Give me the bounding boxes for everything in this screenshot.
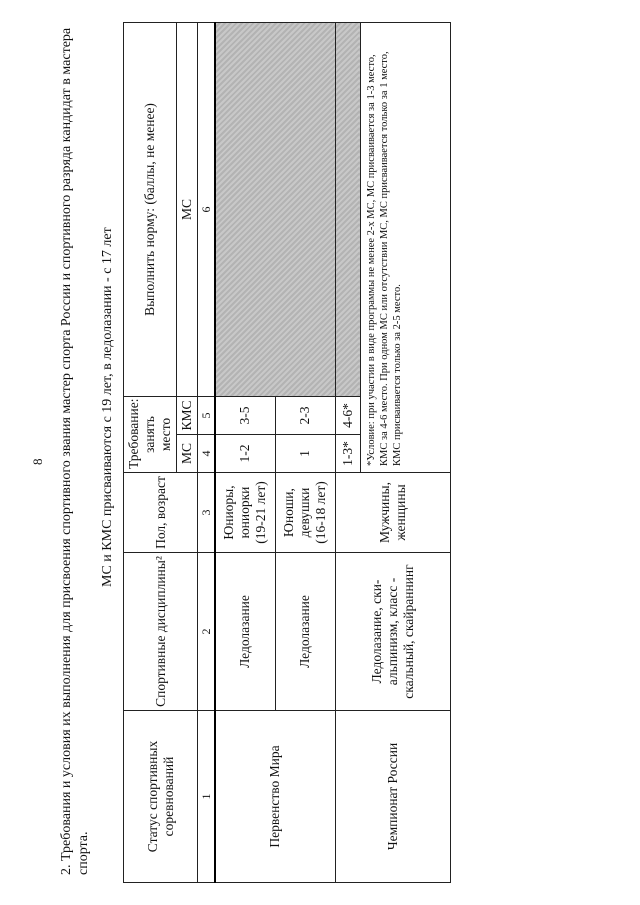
shaded-norm-cell bbox=[215, 22, 335, 396]
col-number: 3 bbox=[198, 473, 216, 553]
assignment-note: МС и КМС присваиваются с 19 лет, в ледолазании - с 17 лет bbox=[100, 227, 115, 587]
header-kms: КМС bbox=[177, 397, 198, 435]
header-status: Статус спортивных соревнований bbox=[124, 711, 198, 883]
status-cell: Чемпионат России bbox=[335, 711, 450, 883]
discipline-cell: Ледолазание bbox=[215, 553, 275, 711]
condition-note: *Условие: при участии в виде программы не менее 2-х МС, МС присваивается за 1-3 место, КМС за 4-6 место. При одном МС или отсутствии МС, МС присваивается только за 1 место, КМС присваивается только за 2-5 место. bbox=[360, 22, 450, 472]
header-norm: Выполнить норму: (баллы, не менее) bbox=[124, 22, 177, 396]
col-number: 1 bbox=[198, 711, 216, 883]
kms-place-cell: 2-3 bbox=[275, 397, 335, 435]
header-ms: МС bbox=[177, 435, 198, 473]
header-disciplines: Спортивные дисциплины² bbox=[124, 553, 198, 711]
section-heading: 2. Требования и условия их выполнения для присвоения спортивного звания мастер спорта России и спортивного разряда кандидат в мастера спорта. bbox=[59, 27, 91, 875]
age-cell: Юноши, девушки (16-18 лет) bbox=[275, 473, 335, 553]
column-number-row bbox=[198, 22, 216, 882]
table-row bbox=[335, 22, 360, 882]
requirements-table bbox=[123, 22, 451, 883]
header-sex-age: Пол, возраст bbox=[124, 473, 198, 553]
table-row bbox=[215, 22, 275, 882]
col-number: 6 bbox=[198, 22, 216, 396]
discipline-cell: Ледолазание bbox=[275, 553, 335, 711]
ms-place-cell: 1 bbox=[275, 435, 335, 473]
kms-place-cell: 3-5 bbox=[215, 397, 275, 435]
header-row bbox=[124, 22, 177, 882]
ms-place-cell: 1-3* bbox=[335, 435, 360, 473]
header-place: Требование: занять место bbox=[124, 397, 177, 473]
col-number: 4 bbox=[198, 435, 216, 473]
header-norm-ms: МС bbox=[177, 22, 198, 396]
status-cell: Первенство Мира bbox=[215, 711, 335, 883]
ms-place-cell: 1-2 bbox=[215, 435, 275, 473]
shaded-norm-cell bbox=[335, 22, 360, 396]
kms-place-cell: 4-6* bbox=[335, 397, 360, 435]
col-number: 2 bbox=[198, 553, 216, 711]
col-number: 5 bbox=[198, 397, 216, 435]
age-cell: Юниоры, юниорки (19-21 лет) bbox=[215, 473, 275, 553]
age-cell: Мужчины, женщины bbox=[335, 473, 450, 553]
discipline-cell: Ледолазание, ски-альпинизм, класс - скальный, скайраннинг bbox=[335, 553, 450, 711]
page-number: 8 bbox=[30, 458, 45, 465]
